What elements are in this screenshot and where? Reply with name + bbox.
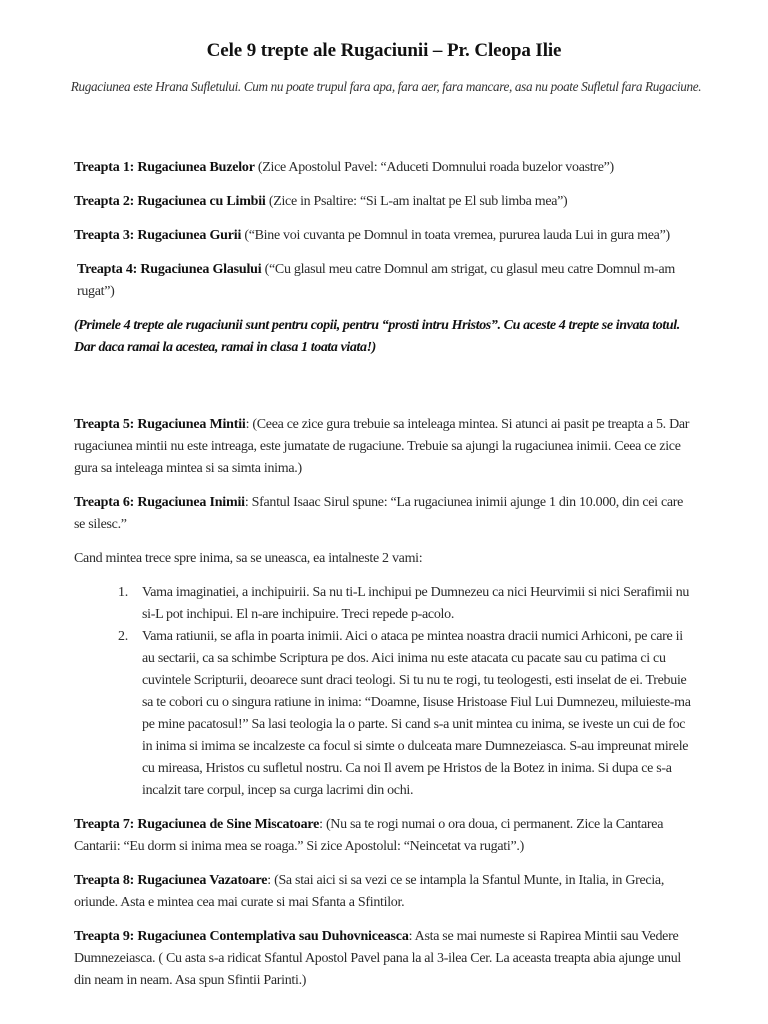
step-6: [74, 492, 696, 536]
list-item-number: 2.: [118, 629, 128, 644]
step-heading: Treapta 1: Rugaciunea Buzelor: [74, 160, 255, 175]
step-8: [74, 870, 696, 914]
note-first-four-steps: (Primele 4 trepte ale rugaciunii sunt pentru copii, pentru “prosti intru Hristos”. Cu aceste 4 trepte se invata totul. Dar daca ramai la acestea, ramai in clasa 1 toata viata!): [74, 318, 680, 355]
list-item-number: 1.: [118, 585, 128, 600]
vami-intro: Cand mintea trece spre inima, sa se uneasca, ea intalneste 2 vami:: [74, 551, 423, 566]
step-text: (Zice Apostolul Pavel: “Aduceti Domnului roada buzelor voastre”): [254, 160, 614, 175]
list-item: [74, 582, 696, 626]
step-text: : (Ceea ce zice gura trebuie sa inteleaga mintea. Si atunci ai pasit pe treapta a 5. Dar rugaciunea mintii nu este intreaga, este jumatate de rugaciune. Trebuie sa ajungi la rugaciunea inimii. Ceea ce zice gura sa inteleaga mintea si sa simta inima.): [74, 417, 690, 476]
list-item-text: Vama imaginatiei, a inchipuirii. Sa nu ti-L inchipui pe Dumnezeu ca nici Heurvimii si nici Serafimii nu si-L pot inchipui. El n-are inchipuire. Treci repede p-acolo.: [142, 585, 690, 622]
step-1: [74, 157, 696, 179]
step-5: [74, 414, 696, 480]
step-4: [74, 259, 696, 303]
document-title: Cele 9 trepte ale Rugaciunii – Pr. Cleopa Ilie: [206, 40, 562, 61]
document-subtitle: Rugaciunea este Hrana Sufletului. Cum nu poate trupul fara apa, fara aer, fara mancare, asa nu poate Sufletul fara Rugaciune.: [70, 79, 702, 94]
list-item-text: Vama ratiunii, se afla in poarta inimii. Aici o ataca pe mintea noastra dracii numici Arhiconi, pe care ii au sectarii, ca sa schimbe Scriptura pe dos. Aici inima nu este atacata cu pacate sau cu patima ci cu cuvintele Scripturii, deoarece sunt draci teologi. Si tu nu te rogi, tu teologesti, esti inselat de ei. Trebuie sa te cobori cu o singura ratiune in inima: “Doamne, Iisuse Hristoase Fiul Lui Dumnezeu, miluieste-ma pe mine pacatosul!” Sa lasi teologia la o parte. Si cand s-a unit mintea cu inima, se iveste un cui de foc in inima si imima se incalzeste ca focul si simte o dulceata mare Dumnezeiasca. S-au impreunat mirele cu mireasa, Hristos cu sufletul nostru. Ca noi Il avem pe Hristos de la Botez in inima. Si dupa ce s-a incalzit tare corpul, incep sa curga lacrimi din ochi.: [142, 629, 691, 798]
step-text: (Zice in Psaltire: “Si L-am inaltat pe El sub limba mea”): [265, 194, 568, 209]
step-text: : (Sa stai aici si sa vezi ce se intampla la Sfantul Munte, in Italia, in Grecia, oriunde. Asta e mintea cea mai curate si mai Sfanta a Sfintilor.: [74, 873, 665, 910]
step-text: (“Cu glasul meu catre Domnul am strigat, cu glasul meu catre Domnul m-am rugat”): [77, 262, 675, 299]
step-heading: Treapta 5: Rugaciunea Mintii: [74, 417, 246, 432]
vami-list: [74, 582, 696, 802]
step-text: : (Nu sa te rogi numai o ora doua, ci permanent. Zice la Cantarea Cantarii: “Eu dorm si inima mea se roaga.” Si zice Apostolul: “Neincetat va rugati”.): [74, 817, 664, 854]
step-heading: Treapta 7: Rugaciunea de Sine Miscatoare: [74, 817, 320, 832]
step-2: [74, 191, 696, 213]
step-heading: Treapta 9: Rugaciunea Contemplativa sau Duhovniceasca: [74, 929, 409, 944]
list-item: [74, 626, 696, 802]
document-body: [74, 157, 696, 1004]
step-heading: Treapta 4: Rugaciunea Glasului: [77, 262, 262, 277]
step-text: (“Bine voi cuvanta pe Domnul in toata vremea, pururea lauda Lui in gura mea”): [241, 228, 670, 243]
step-9: [74, 926, 696, 992]
step-text: : Asta se mai numeste si Rapirea Mintii sau Vedere Dumnezeiasca. ( Cu asta s-a ridicat Sfantul Apostol Pavel pana la al 3-ilea Cer. La aceasta treapta abia ajunge unul din neam in neam. Asa spun Sfintii Parinti.): [74, 929, 682, 988]
step-heading: Treapta 8: Rugaciunea Vazatoare: [74, 873, 268, 888]
step-7: [74, 814, 696, 858]
step-heading: Treapta 2: Rugaciunea cu Limbii: [74, 194, 266, 209]
step-heading: Treapta 6: Rugaciunea Inimii: [74, 495, 245, 510]
step-text: : Sfantul Isaac Sirul spune: “La rugaciunea inimii ajunge 1 din 10.000, din cei care se silesc.”: [74, 495, 684, 532]
step-3: [74, 225, 696, 247]
step-heading: Treapta 3: Rugaciunea Gurii: [74, 228, 242, 243]
